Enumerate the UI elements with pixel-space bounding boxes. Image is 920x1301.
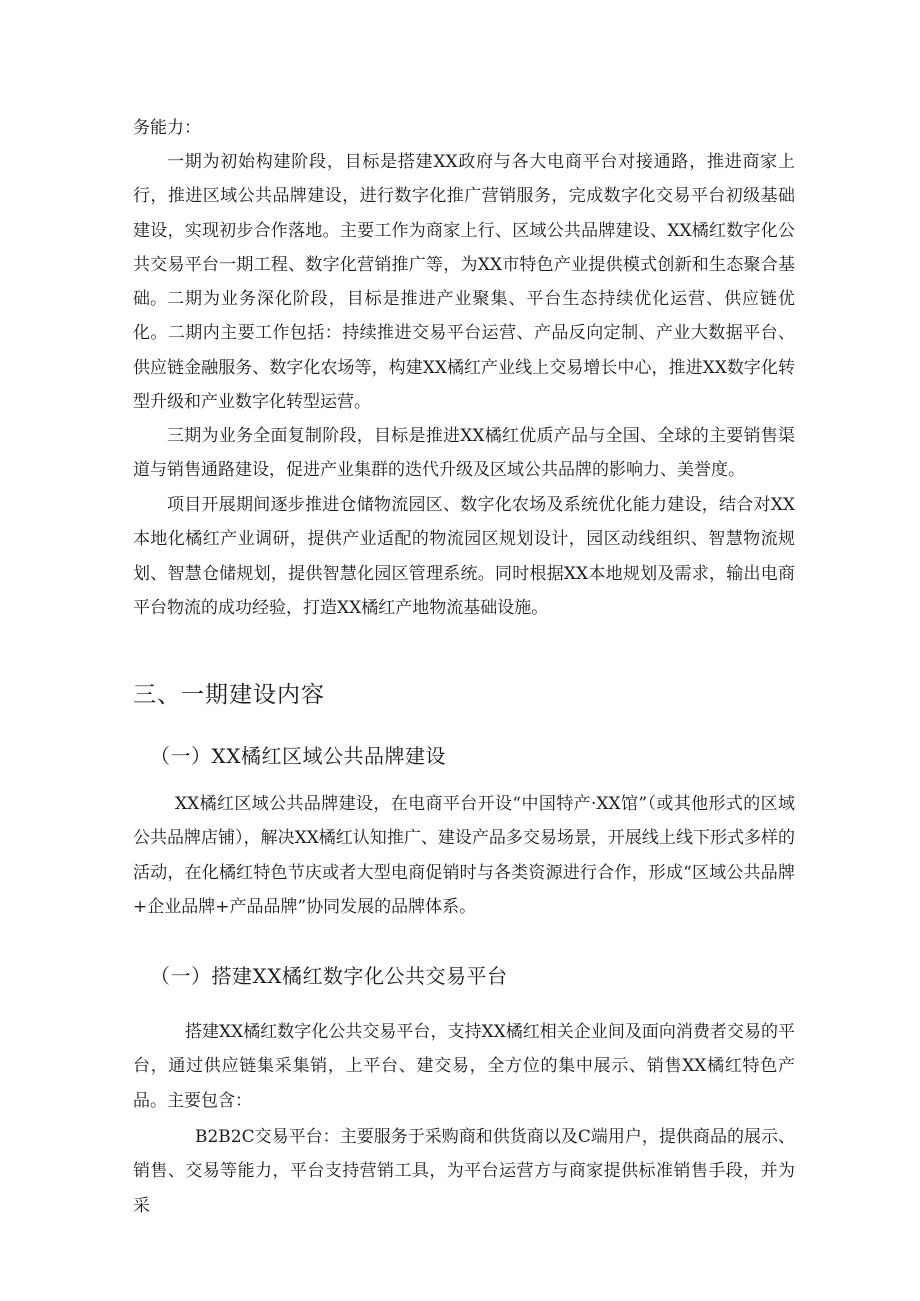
paragraph-platform: 搭建XX橘红数字化公共交易平台，支持XX橘红相关企业间及面向消费者交易的平台，通过供应链集采集销，上平台、建交易，全方位的集中展示、销售XX橘红特色产品。主要包含： <box>133 1022 795 1111</box>
paragraph-continuation: 务能力： <box>133 118 201 138</box>
paragraph-brand: XX橘红区域公共品牌建设，在电商平台开设“中国特产·XX馆”（或其他形式的区域公共品牌店铺），解决XX橘红认知推广、建设产品多交易场景，开展线上线下形式多样的活动，在化橘红特色节庆或者大型电商促销时与各类资源进行合作，形成“区域公共品牌+企业品牌+产品品牌”协同发展的品牌体系。 <box>133 794 795 917</box>
paragraph-phase-one: 一期为初始构建阶段，目标是搭建XX政府与各大电商平台对接通路，推进商家上行，推进区域公共品牌建设，进行数字化推广营销服务，完成数字化交易平台初级基础建设，实现初步合作落地。主要工作为商家上行、区域公共品牌建设、XX橘红数字化公共交易平台一期工程、数字化营销推广等，为XX市特色产业提供模式创新和生态聚合基础。 <box>133 152 795 310</box>
paragraph-phase-three: 三期为业务全面复制阶段，目标是推进XX橘红优质产品与全国、全球的主要销售渠道与销售通路建设，促进产业集群的迭代升级及区域公共品牌的影响力、美誉度。 <box>133 426 795 481</box>
section-heading: 三、一期建设内容 <box>133 682 325 708</box>
subsection-heading-brand: （一）XX橘红区域公共品牌建设 <box>150 744 446 768</box>
paragraph-phase-two: 二期为业务深化阶段，目标是推进产业聚集、平台生态持续优化运营、供应链优化。二期内主要工作包括：持续推进交易平台运营、产品反向定制、产业大数据平台、供应链金融服务、数字化农场等，构建XX橘红产业线上交易增长中心，推进XX数字化转型升级和产业数字化转型运营。 <box>133 289 795 412</box>
paragraph-b2b2c: B2B2C交易平台：主要服务于采购商和供货商以及C端用户，提供商品的展示、销售、交易等能力，平台支持营销工具，为平台运营方与商家提供标准销售手段，并为采 <box>133 1127 795 1216</box>
paragraph-logistics: 项目开展期间逐步推进仓储物流园区、数字化农场及系统优化能力建设，结合对XX本地化橘红产业调研，提供产业适配的物流园区规划设计，园区动线组织、智慧物流规划、智慧仓储规划，提供智慧化园区管理系统。同时根据XX本地规划及需求，输出电商平台物流的成功经验，打造XX橘红产地物流基础设施。 <box>133 495 795 618</box>
subsection-heading-platform: （一）搭建XX橘红数字化公共交易平台 <box>150 964 508 988</box>
